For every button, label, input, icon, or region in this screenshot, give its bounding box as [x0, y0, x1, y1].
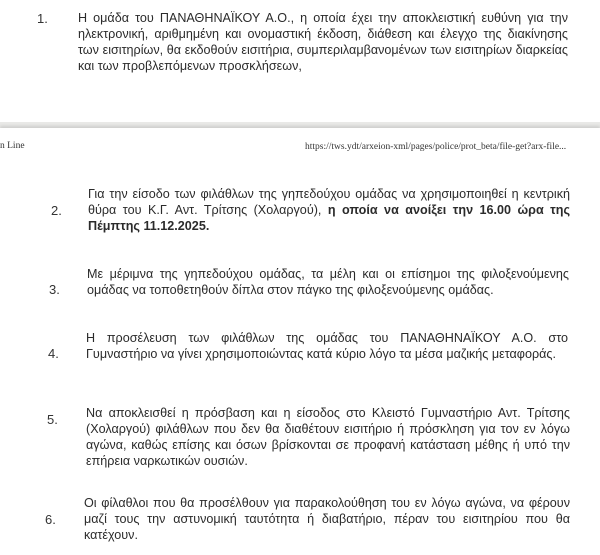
item-6-text: Οι φίλαθλοι που θα προσέλθουν για παρακολούθηση του εν λόγω αγώνα, να φέρουν μαζί τους την αστυνομική ταυτότητα ή διαβατήριο, πέραν του εισιτηρίου που θα κατέχουν.: [84, 496, 570, 542]
item-5-text: Να αποκλεισθεί η πρόσβαση και η είσοδος στο Κλειστό Γυμναστήριο Αντ. Τρίτσης (Χολαργού) φιλάθλων που δεν θα διαθέτουν εισιτήριο ή πρόσκληση για τον εν λόγω αγώνα, καθώς επίσης και όσων βρίσκονται σε προφανή κατάσταση μέθης ή υπό την επήρεια ναρκωτικών ουσιών.: [86, 406, 570, 468]
header-left-text: n Line: [0, 141, 25, 151]
item-number: 6.: [45, 512, 56, 527]
item-2-regular-text: Για την είσοδο των φιλάθλων της γηπεδούχου ομάδας να χρησιμοποιηθεί η κεντρική θύρα του Κ.Γ. Αντ. Τρίτσης (Χολαργού),: [88, 187, 570, 217]
item-number: 3.: [49, 282, 60, 297]
item-number: 2.: [51, 203, 62, 218]
item-2-text: [88, 186, 570, 234]
item-3-text: Με μέριμνα της γηπεδούχου ομάδας, τα μέλη και οι επίσημοι της φιλοξενούμενης ομάδας να τοποθετηθούν δίπλα στον πάγκο της φιλοξενούμενης ομάδας.: [87, 267, 569, 297]
item-number: 1.: [37, 11, 48, 26]
item-number: 4.: [48, 346, 59, 361]
item-4-text: Η προσέλευση των φιλάθλων της ομάδας του ΠΑΝΑΘΗΝΑΪΚΟΥ Α.Ο. στο Γυμναστήριο να γίνει χρησιμοποιώντας κατά κύριο λόγο τα μέσα μαζικής μεταφοράς.: [86, 331, 568, 361]
item-number: 5.: [47, 412, 58, 427]
document-page-top: [0, 0, 600, 122]
header-url: https://tws.ydt/arxeion-xml/pages/police/prot_beta/file-get?arx-file...: [305, 142, 567, 152]
item-2-bold-text: η οποία να ανοίξει την 16.00 ώρα της Πέμπτης 11.12.2025.: [88, 203, 571, 233]
item-1-text: Η ομάδα του ΠΑΝΑΘΗΝΑΪΚΟΥ Α.Ο., η οποία έχει την αποκλειστική ευθύνη για την ηλεκτρονική, αριθμημένη και ονομαστική έκδοση, διάθεση και έλεγχο της διακίνησης των εισιτηρίων, θα εκδοθούν εισιτήρια, συμπεριλαμβανομένων των εισιτηρίων διαρκείας και των προβλεπόμενων προσκλήσεων,: [78, 11, 568, 73]
